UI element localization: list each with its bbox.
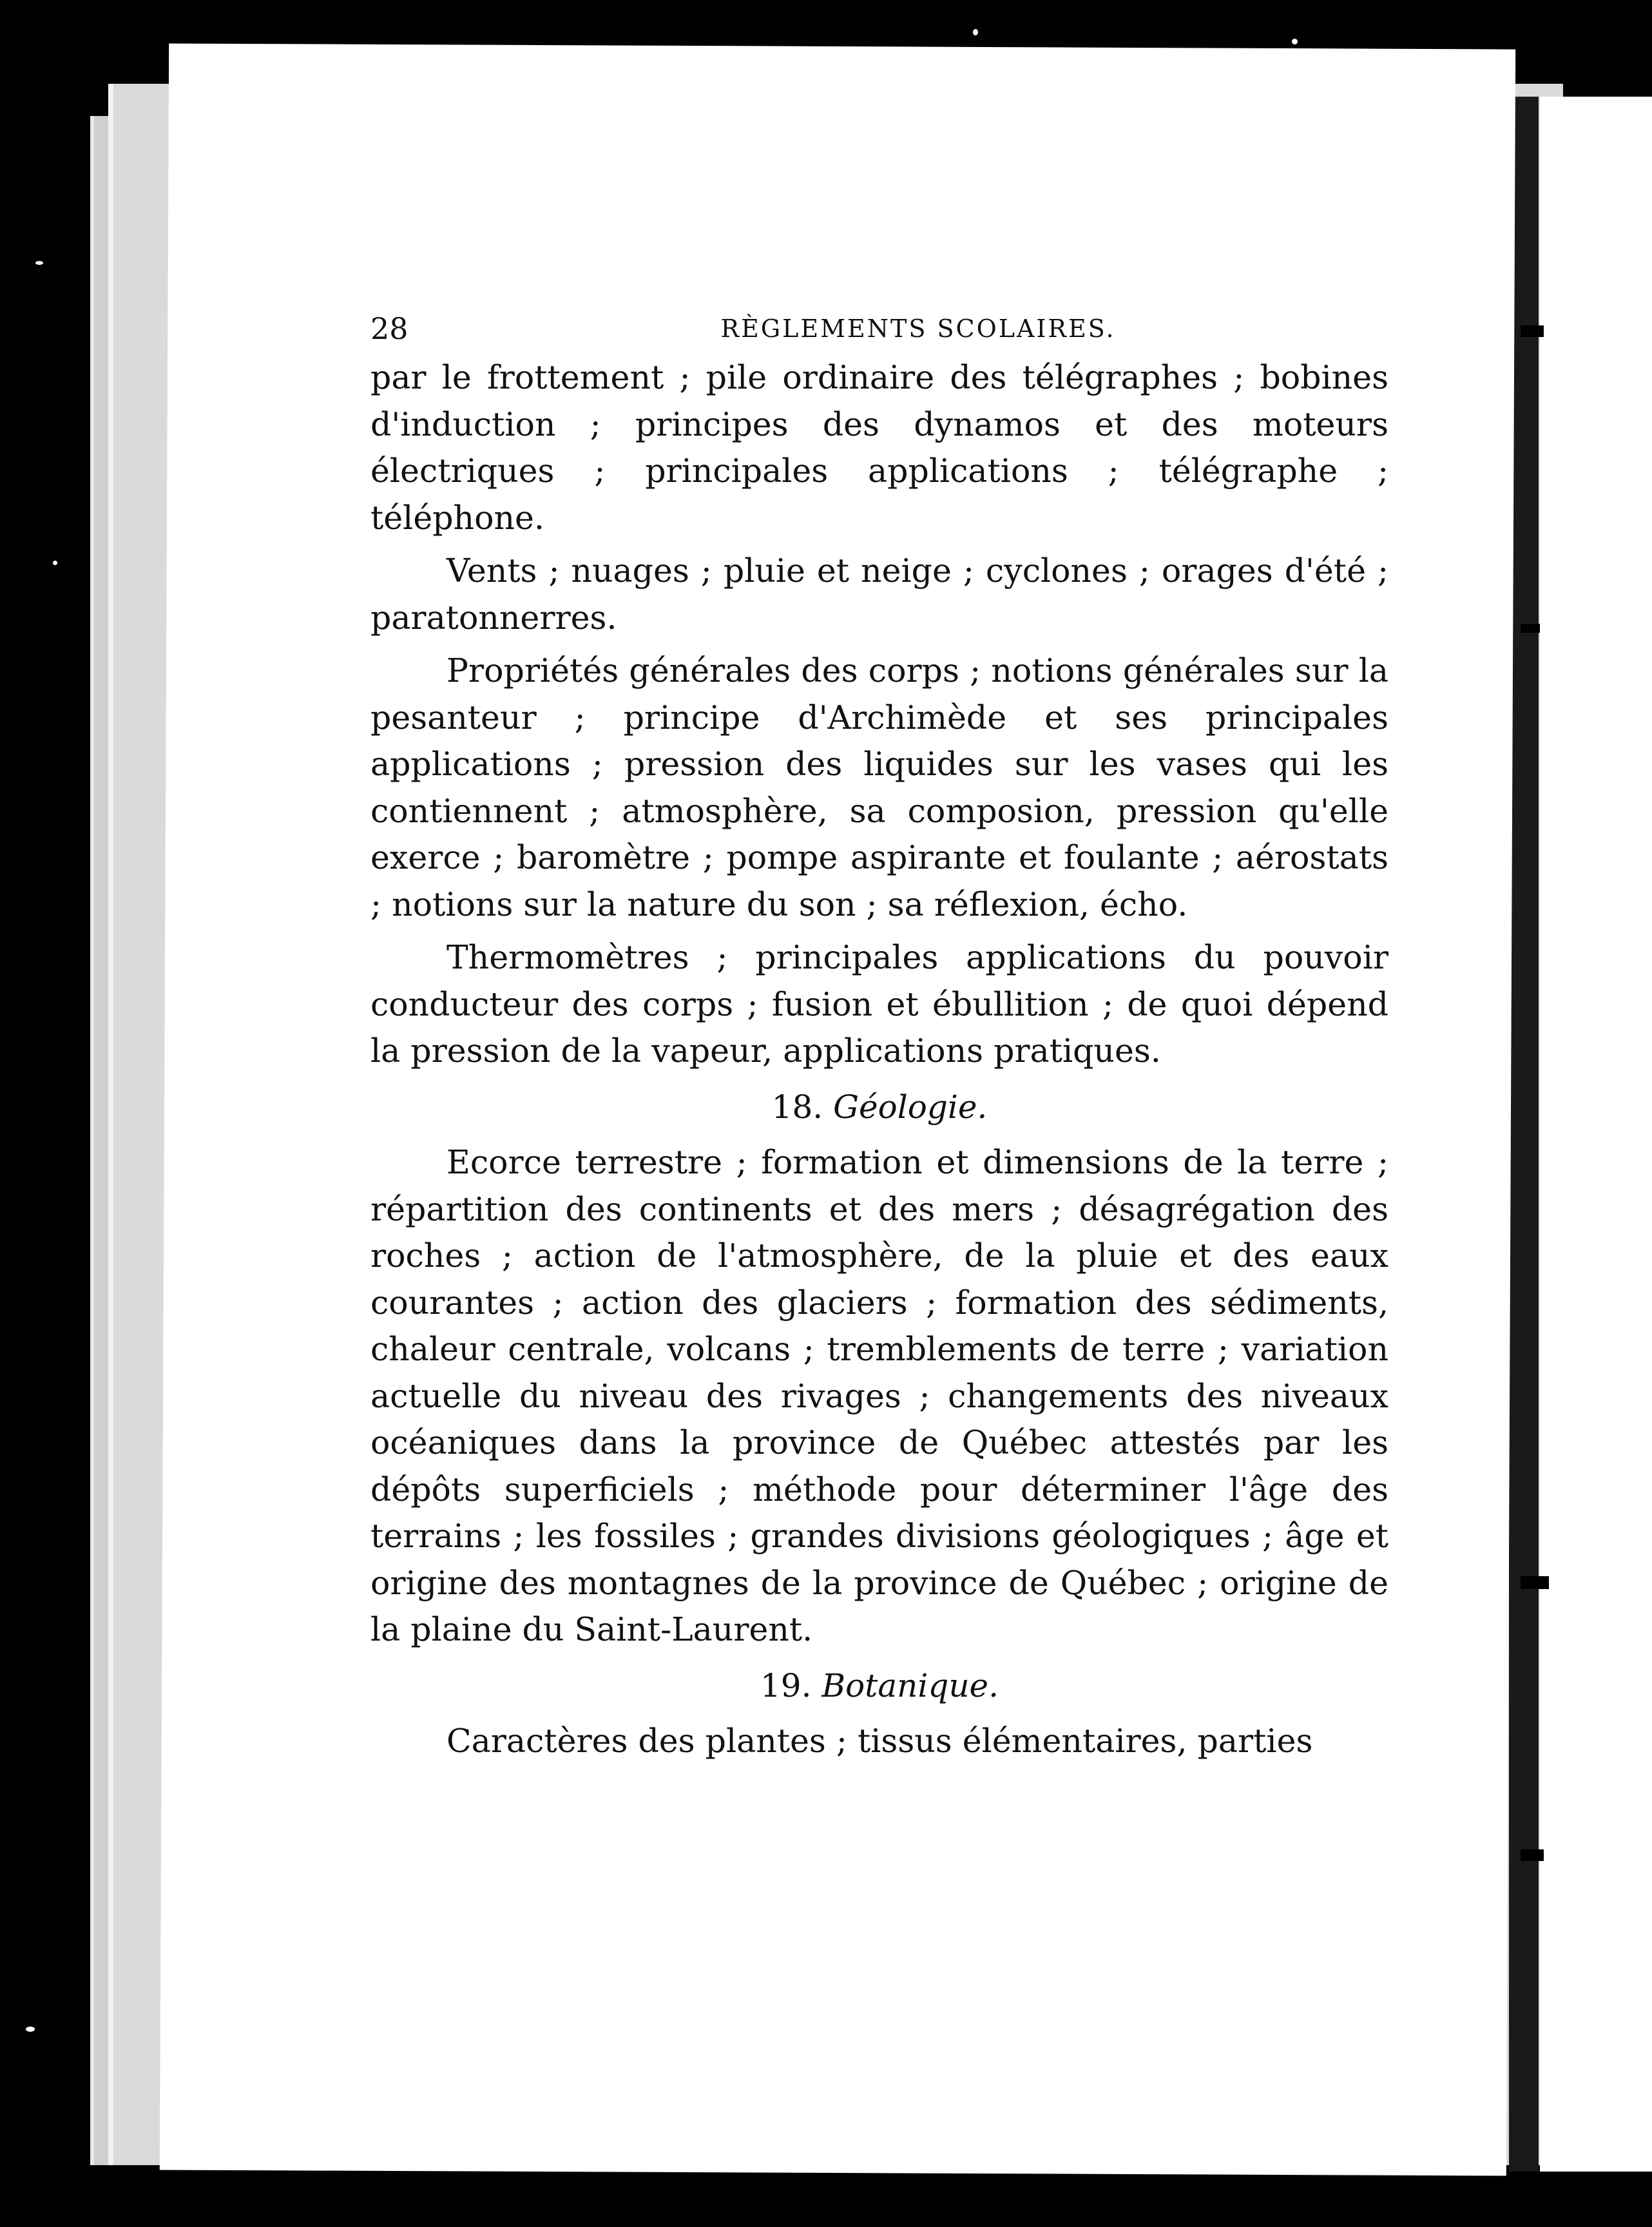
dust-speck xyxy=(1459,1477,1465,1482)
dust-speck xyxy=(973,29,978,35)
facing-page xyxy=(1540,97,1652,2172)
paragraph: Vents ; nuages ; pluie et neige ; cyclones ; orages d'été ; paratonnerres. xyxy=(370,552,1388,637)
page-edge-mark xyxy=(1521,1849,1544,1861)
paragraph: Propriétés générales des corps ; notions générales sur la pesanteur ; principe d'Archimède et ses principales applications ; pression des liquides sur les vases qui les contiennent ; atmosphère, sa composion, pression qu'elle exerce ; baromètre ; pompe aspirante et foulante ; aérostats ; notions sur la nature du son ; sa réflexion, écho. xyxy=(370,651,1388,923)
section-heading-botanique xyxy=(370,1663,1388,1710)
page-content xyxy=(370,303,1388,1765)
running-title: RÈGLEMENTS SCOLAIRES. xyxy=(720,314,1116,343)
paragraph: Ecorce terrestre ; formation et dimensions de la terre ; répartition des continents et des mers ; désagrégation des roches ; action de l'atmosphère, de la pluie et des eaux courantes ; action des glaciers ; formation des sédiments, chaleur centrale, volcans ; tremblements de terre ; variation actuelle du niveau des rivages ; changements des niveaux océaniques dans la province de Québec attestés par les dépôts superficiels ; méthode pour déterminer l'âge des terrains ; les fossiles ; grandes divisions géologiques ; âge et origine des montagnes de la province de Québec ; origine de la plaine du Saint-Laurent. xyxy=(370,1143,1388,1648)
dust-speck xyxy=(1501,921,1505,930)
dust-speck xyxy=(35,261,43,265)
paragraph: Caractères des plantes ; tissus élémentaires, parties xyxy=(447,1722,1313,1760)
section-title: Géologie. xyxy=(833,1088,988,1126)
section-heading-geologie xyxy=(370,1084,1388,1131)
dust-speck xyxy=(26,2027,35,2032)
section-number: 19. xyxy=(760,1666,812,1704)
dust-speck xyxy=(1501,722,1505,729)
dust-speck xyxy=(1292,39,1298,44)
page-edge-mark xyxy=(1521,624,1540,633)
page-edge-mark xyxy=(1521,1576,1549,1589)
dust-speck xyxy=(53,561,57,565)
paragraph: par le frottement ; pile ordinaire des télégraphes ; bobines d'induction ; principes des dynamos et des moteurs électriques ; principales applications ; télégraphe ; téléphone. xyxy=(370,358,1388,537)
page-number: 28 xyxy=(370,311,408,346)
section-number: 18. xyxy=(771,1088,823,1126)
page-edge-mark xyxy=(1521,325,1544,337)
section-title: Botanique. xyxy=(821,1666,999,1704)
paragraph: Thermomètres ; principales applications du pouvoir conducteur des corps ; fusion et ébullition ; de quoi dépend la pression de la vapeur, applications pratiques. xyxy=(370,938,1388,1070)
page-header xyxy=(370,303,1388,354)
